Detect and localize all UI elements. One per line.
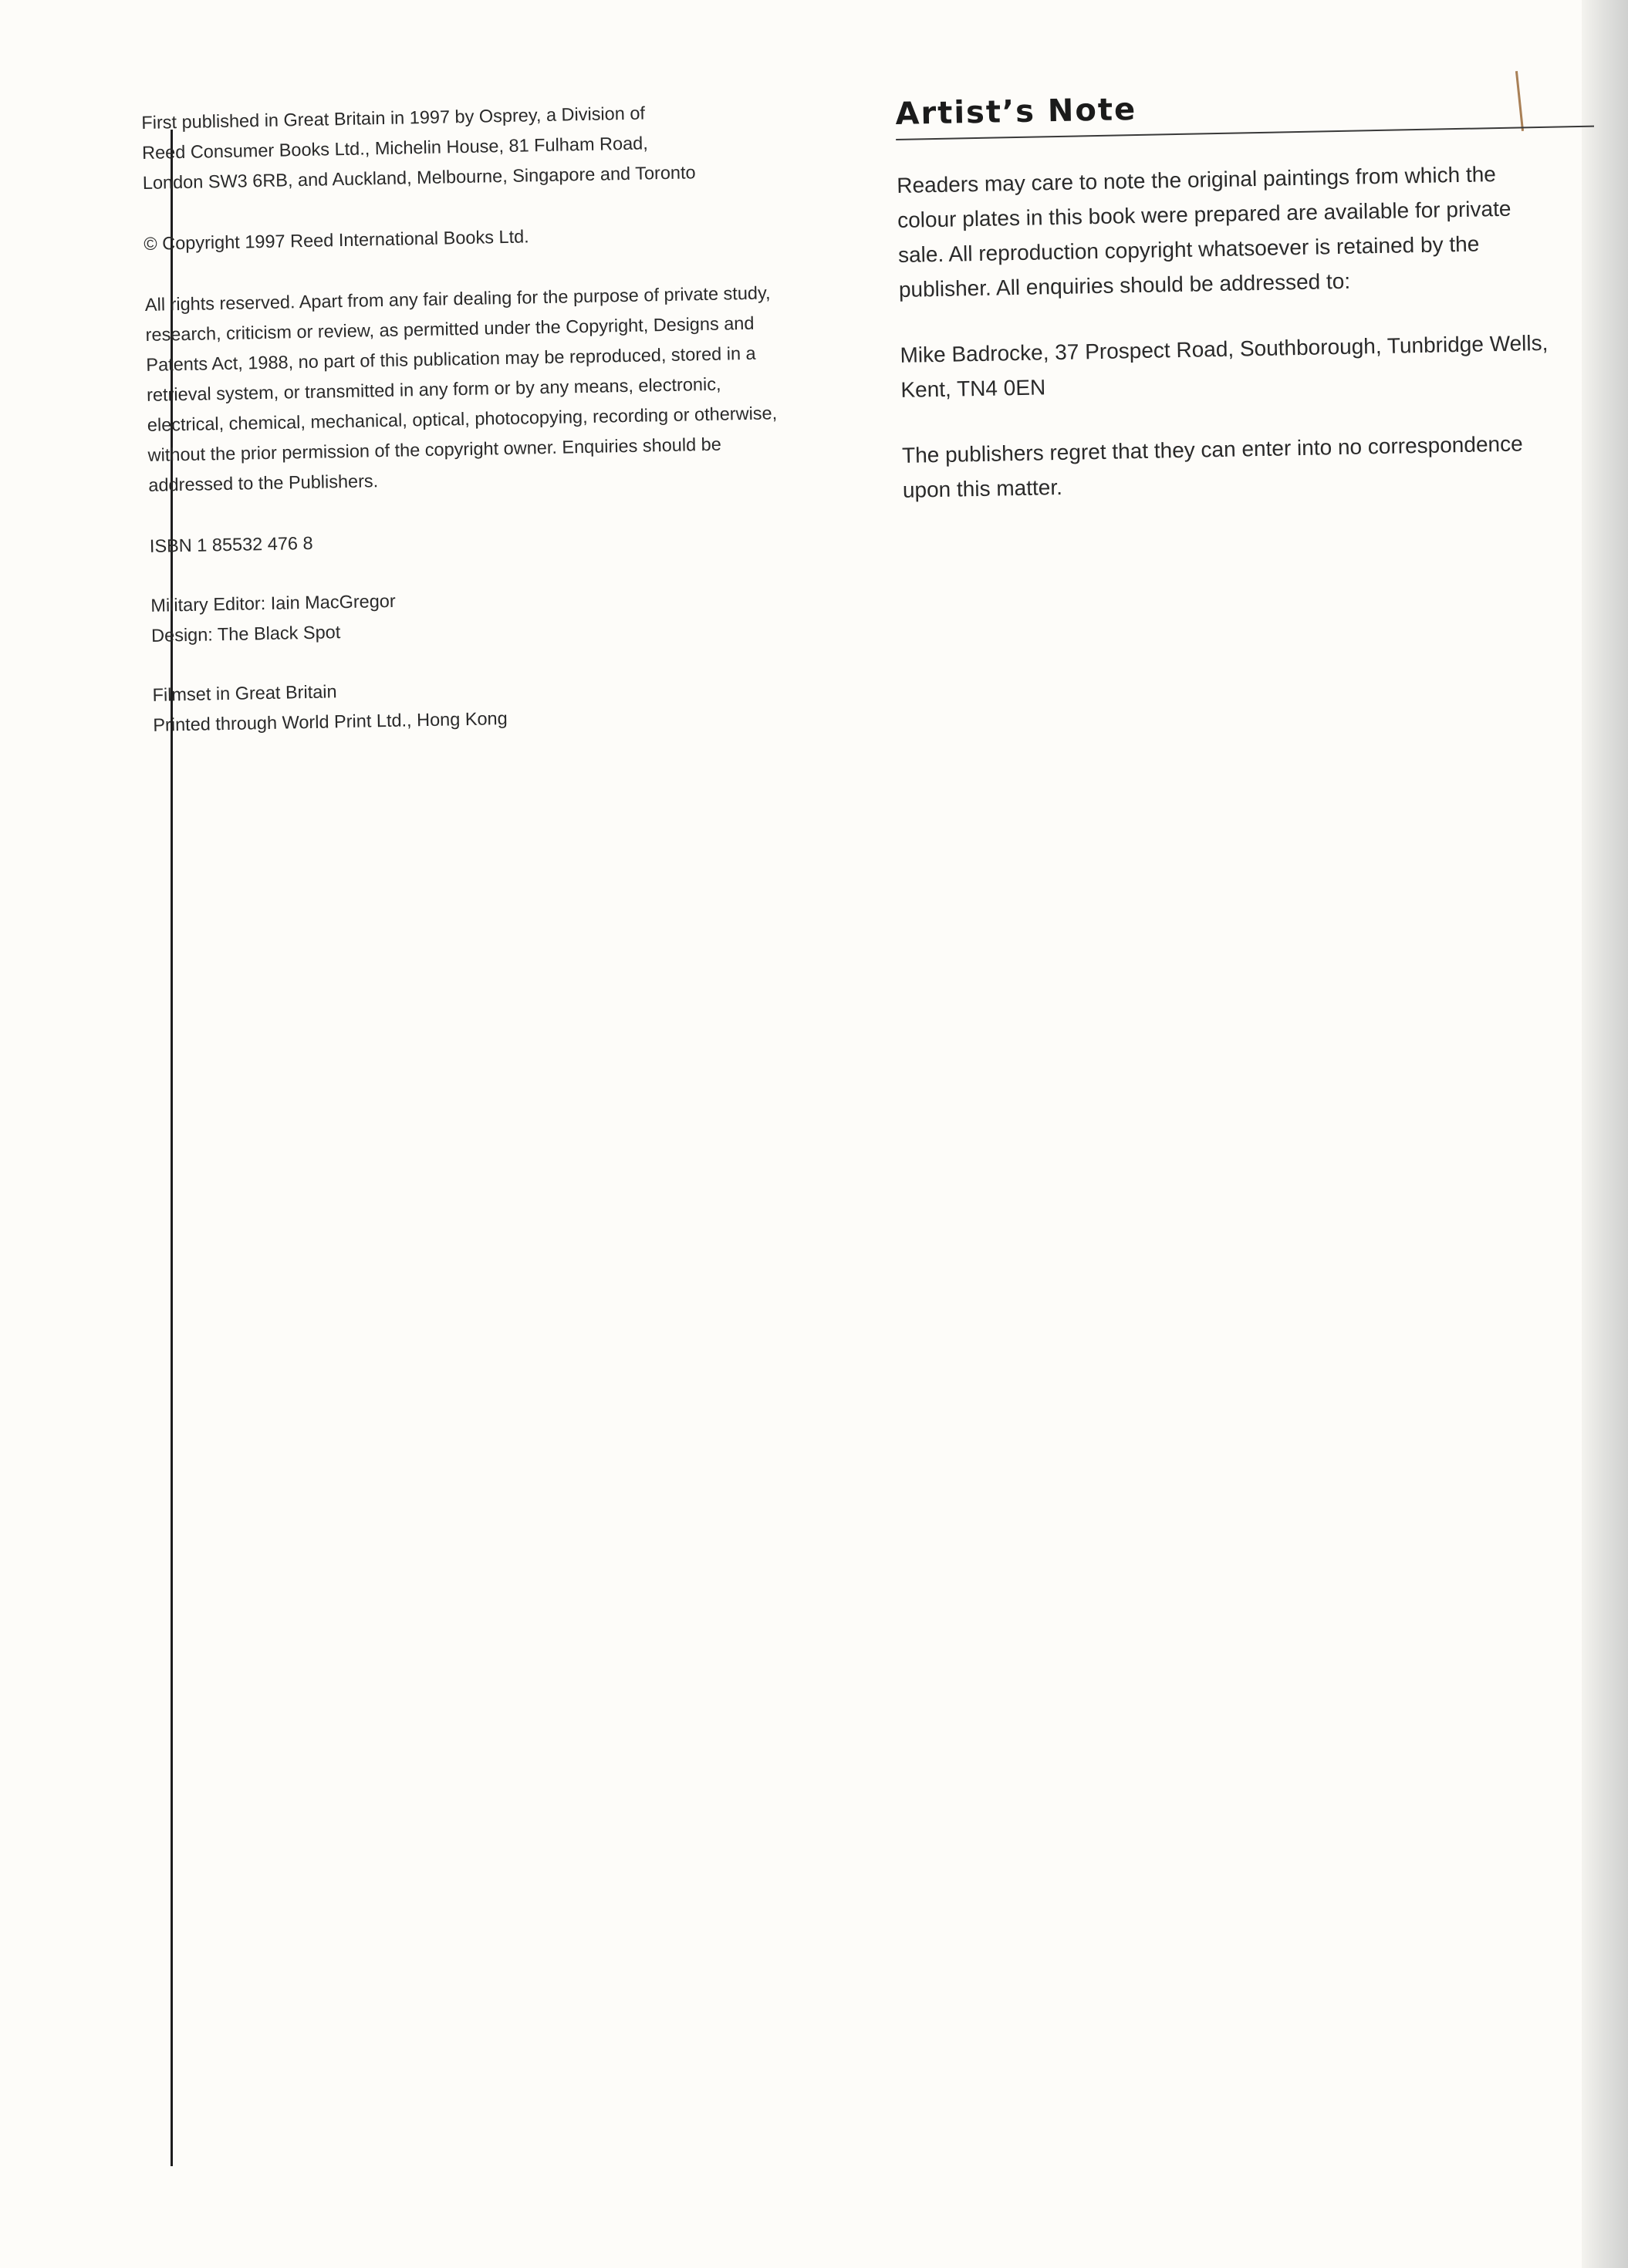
artists-note-title: Artist’s Note xyxy=(895,91,1137,132)
rights-line: All rights reserved. Apart from any fair dealing for the purpose of private study, xyxy=(144,282,771,315)
address-line: Mike Badrocke, 37 Prospect Road, Southborough, Tunbridge Wells, xyxy=(900,330,1549,367)
note-line: publisher. All enquiries should be addressed to: xyxy=(898,268,1351,302)
imprint-column xyxy=(141,94,863,741)
publication-line: Reed Consumer Books Ltd., Michelin House, 81 Fulham Road, xyxy=(141,133,648,163)
note-line: colour plates in this book were prepared are available for private xyxy=(897,196,1511,232)
note-line: The publishers regret that they can enter into no correspondence xyxy=(901,431,1523,467)
publication-line: First published in Great Britain in 1997 by Osprey, a Division of xyxy=(141,103,646,133)
rights-line: without the prior permission of the copyright owner. Enquiries should be xyxy=(147,434,722,465)
rights-line: addressed to the Publishers. xyxy=(148,471,379,495)
note-line: Readers may care to note the original paintings from which the xyxy=(897,162,1497,197)
copyright-line: © Copyright 1997 Reed International Books Ltd. xyxy=(144,226,529,254)
credits-line: Military Editor: Iain MacGregor xyxy=(150,590,396,616)
address-line: Kent, TN4 0EN xyxy=(900,375,1046,402)
publication-line: London SW3 6RB, and Auckland, Melbourne, Singapore and Toronto xyxy=(142,162,696,193)
note-line: sale. All reproduction copyright whatsoever is retained by the xyxy=(897,231,1480,267)
printing-line: Filmset in Great Britain xyxy=(152,681,337,705)
rights-line: retrieval system, or transmitted in any form or by any means, electronic, xyxy=(146,373,721,405)
rights-line: research, criticism or review, as permitted under the Copyright, Designs and xyxy=(145,312,755,345)
isbn-line: ISBN 1 85532 476 8 xyxy=(149,532,313,556)
artists-note-column xyxy=(895,79,1601,508)
rights-line: electrical, chemical, mechanical, optical, photocopying, recording or otherwise, xyxy=(147,403,778,435)
printing-line: Printed through World Print Ltd., Hong Kong xyxy=(153,708,508,735)
rights-line: Patents Act, 1988, no part of this publication may be reproduced, stored in a xyxy=(146,343,756,375)
note-line: upon this matter. xyxy=(902,474,1063,502)
credits-line: Design: The Black Spot xyxy=(150,622,341,646)
